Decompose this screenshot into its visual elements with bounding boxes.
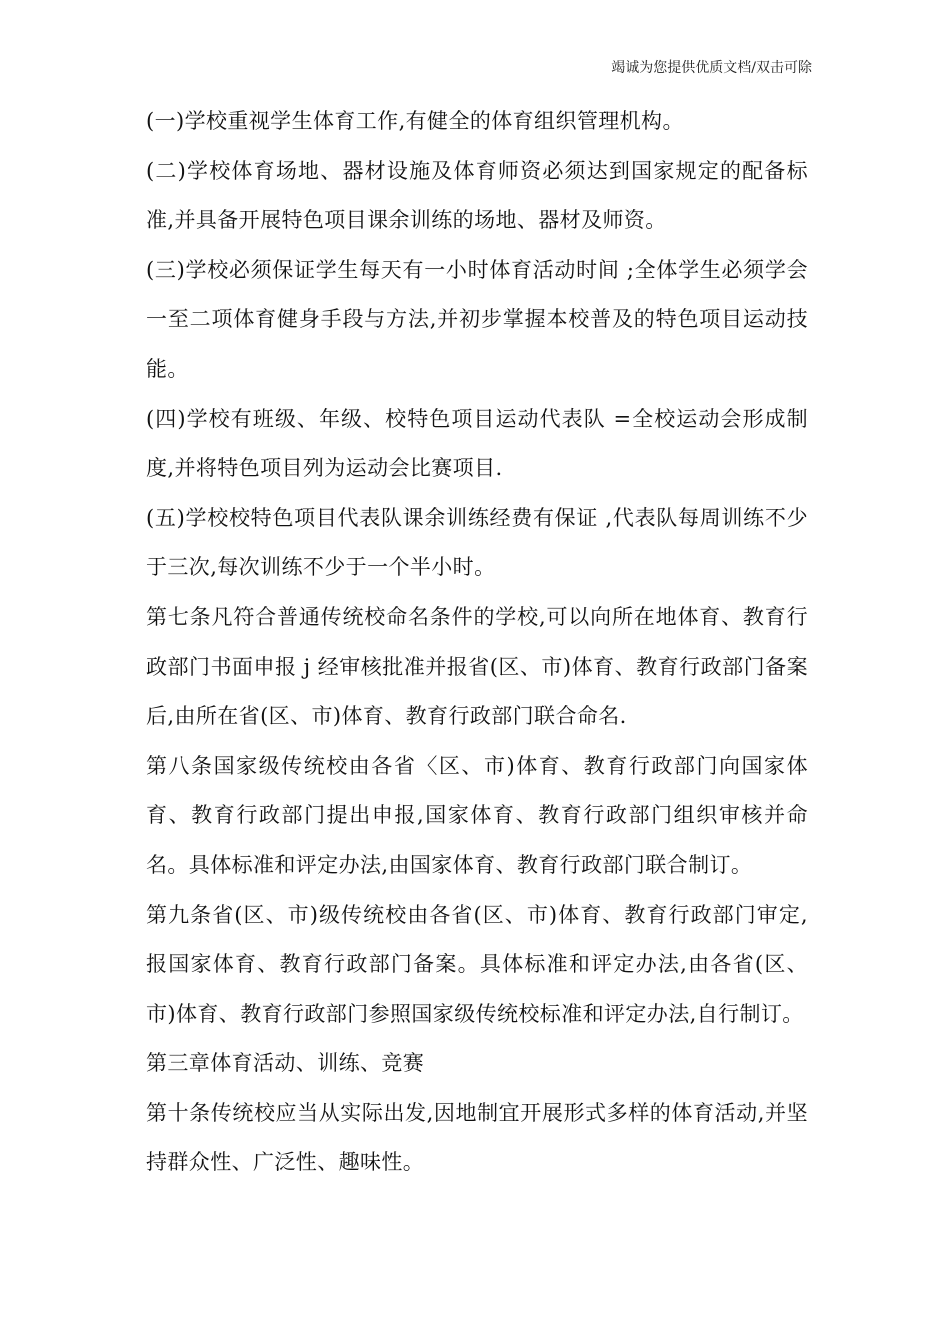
paragraph-8: 第九条省(区、市)级传统校由各省(区、市)体育、教育行政部门审定,报国家体育、教育行政部门备案。具体标准和评定办法,由各省(区、市)体育、教育行政部门参照国家级传统校标准和评定办法,自行制订。 <box>146 902 808 1026</box>
chapter-heading: 第三章体育活动、训练、竞赛 <box>146 1051 425 1076</box>
paragraph-7: 第八条国家级传统校由各省〈区、市)体育、教育行政部门向国家体育、教育行政部门提出申报,国家体育、教育行政部门组织审核并命名。具体标准和评定办法,由国家体育、教育行政部门联合制订。 <box>146 753 808 877</box>
paragraph-10: 第十条传统校应当从实际出发,因地制宜开展形式多样的体育活动,并坚持群众性、广泛性、趣味性。 <box>146 1100 808 1175</box>
paragraph-4: (四)学校有班级、年级、校特色项目运动代表队 =全校运动会形成制度,并将特色项目列为运动会比赛项目. <box>146 406 808 481</box>
paragraph-2: (二)学校体育场地、器材设施及体育师资必须达到国家规定的配备标准,并具备开展特色项目课余训练的场地、器材及师资。 <box>146 158 808 233</box>
paragraph-6: 第七条凡符合普通传统校命名条件的学校,可以向所在地体育、教育行政部门书面申报 j 经审核批准并报省(区、市)体育、教育行政部门备案后,由所在省(区、市)体育、教育行政部门联合命名. <box>146 604 808 729</box>
header-note: 竭诚为您提供优质文档/双击可除 <box>611 60 812 76</box>
paragraph-1: (一)学校重视学生体育工作,有健全的体育组织管理机构。 <box>146 109 684 133</box>
paragraph-3: (三)学校必须保证学生每天有一小时体育活动时间 ;全体学生必须学会一至二项体育健身手段与方法,并初步掌握本校普及的特色项目运动技能。 <box>146 257 808 381</box>
paragraph-5: (五)学校校特色项目代表队课余训练经费有保证 ,代表队每周训练不少于三次,每次训练不少于一个半小时。 <box>146 505 808 580</box>
document-body <box>146 97 808 1188</box>
